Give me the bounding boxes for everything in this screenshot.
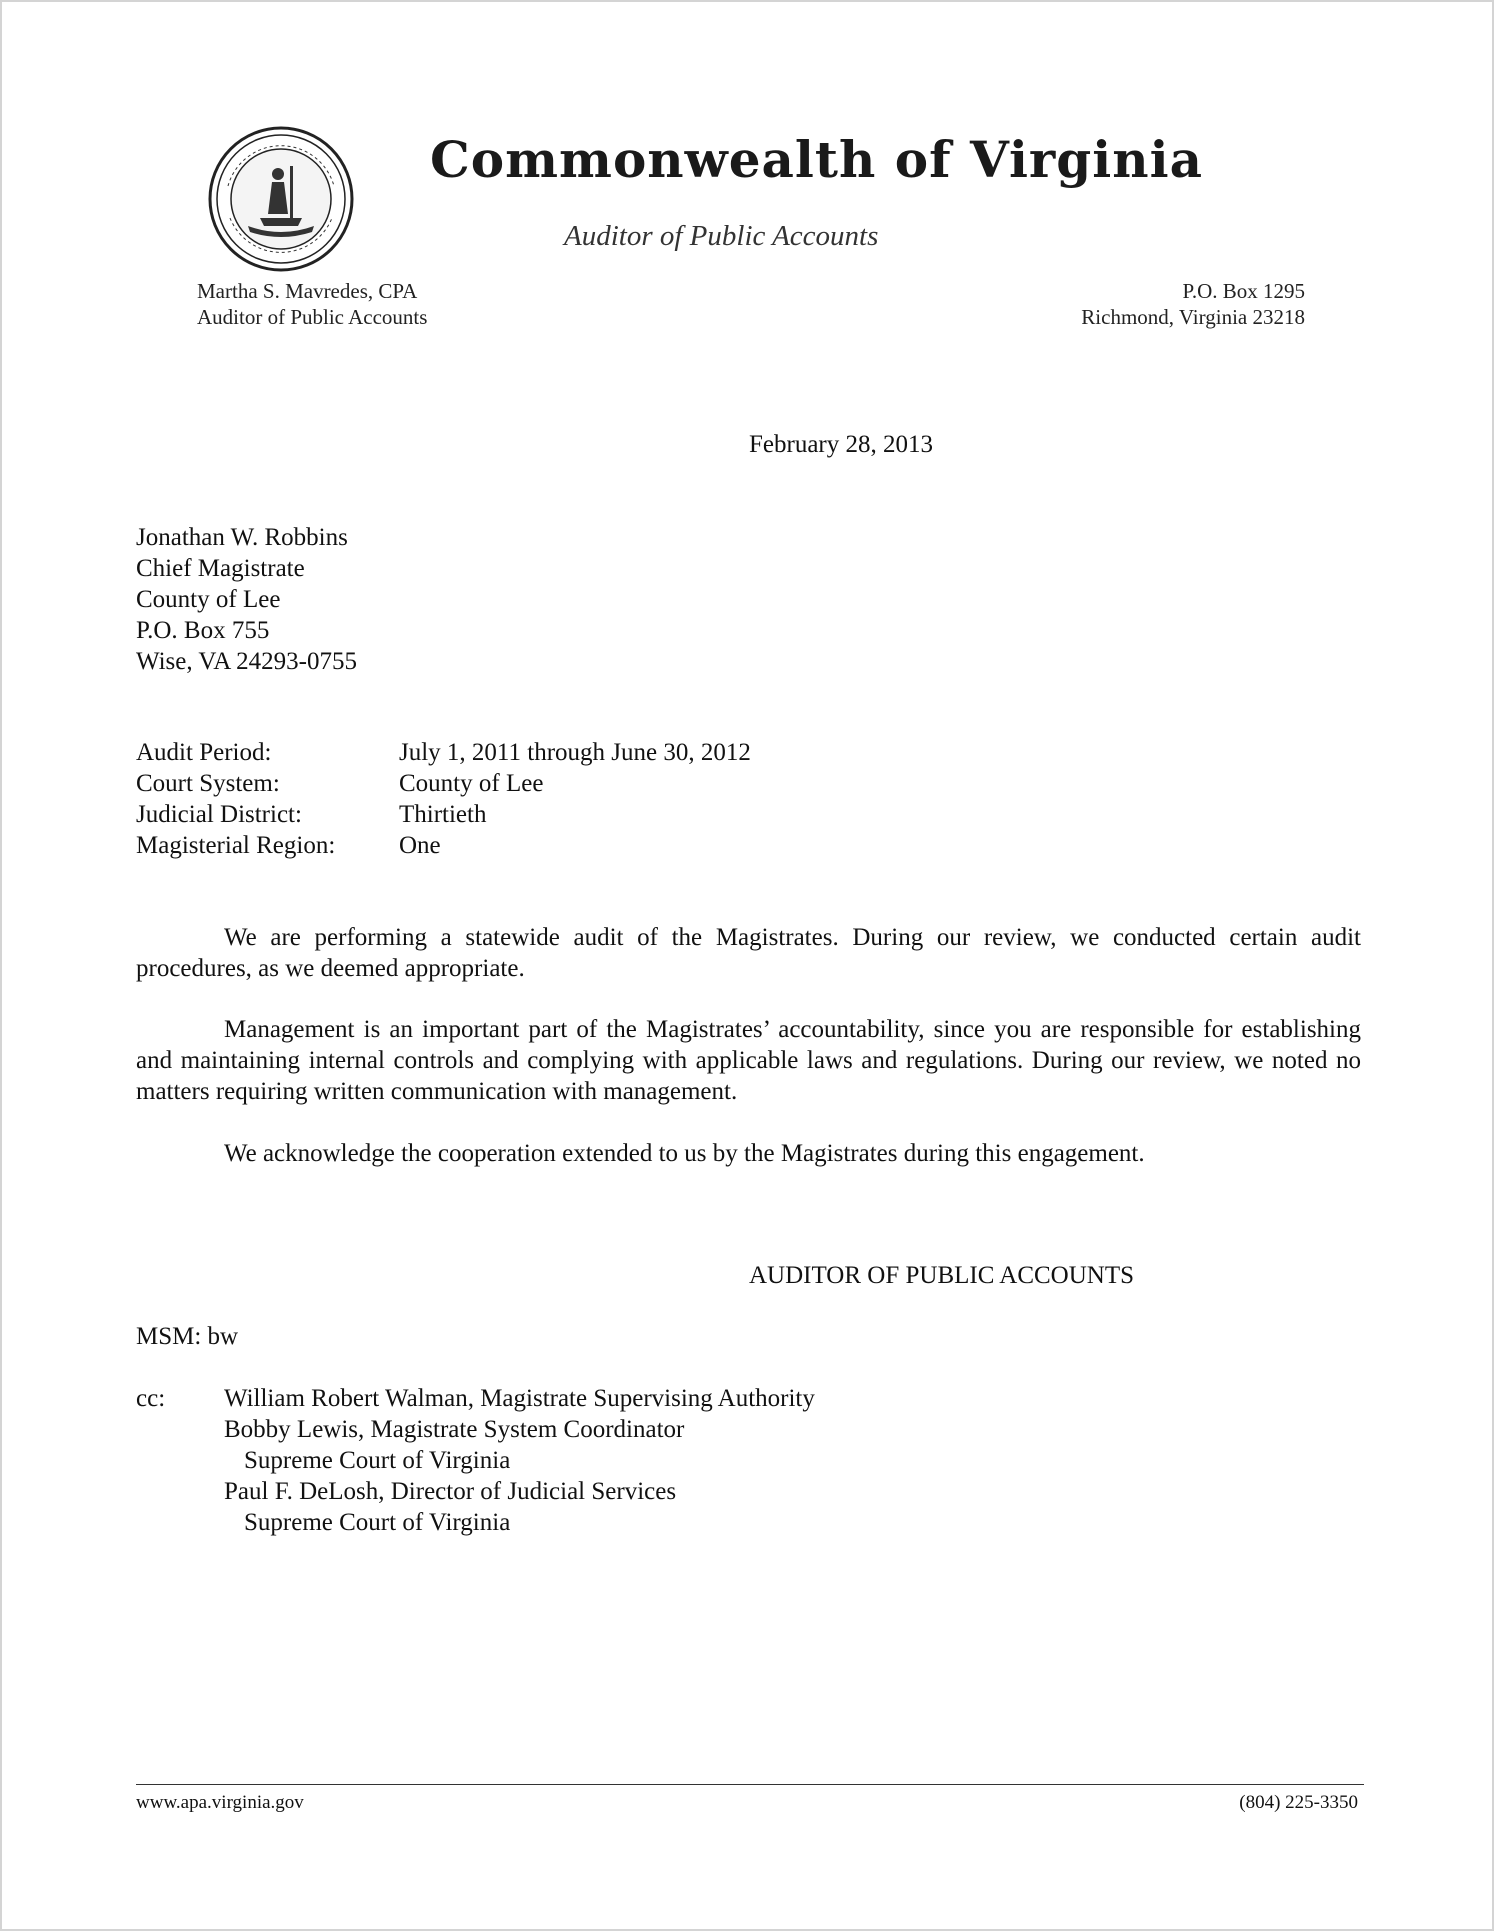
cc-recipient: Paul F. DeLosh, Director of Judicial Services [224,1478,677,1505]
audit-detail-value: July 1, 2011 through June 30, 2012 [399,739,751,766]
recipient-line: Jonathan W. Robbins [136,524,348,551]
footer-divider [136,1784,1364,1785]
letterhead-title: Commonwealth of Virginia [430,130,1203,189]
cc-row [136,1383,815,1536]
office-po-box: P.O. Box 1295 [1182,279,1305,303]
auditor-title: Auditor of Public Accounts [197,305,428,329]
recipient-line: County of Lee [136,586,281,613]
signature-block: AUDITOR OF PUBLIC ACCOUNTS [749,1262,1135,1289]
cc-recipient: Bobby Lewis, Magistrate System Coordinator [224,1416,685,1443]
audit-detail-row [136,737,751,768]
auditor-name: Martha S. Mavredes, CPA [197,279,418,303]
letterhead-subtitle: Auditor of Public Accounts [564,220,879,252]
audit-detail-label: Court System: [136,770,280,797]
cc-label: cc: [136,1385,166,1412]
cc-recipient-org: Supreme Court of Virginia [244,1509,511,1536]
body-paragraph-text: We acknowledge the cooperation extended to us by the Magistrates during this engagement. [224,1140,1145,1167]
cc-recipient-org: Supreme Court of Virginia [244,1447,511,1474]
office-city: Richmond, Virginia 23218 [1081,305,1305,329]
audit-detail-label: Magisterial Region: [136,832,336,859]
audit-detail-row [136,830,751,861]
recipient-address [136,522,357,677]
body-paragraph-text: We are performing a statewide audit of the Magistrates. During our review, we conducted certain audit procedures, as we deemed appropriate. [136,924,1361,982]
reference-initials: MSM: bw [136,1323,239,1350]
footer-phone: (804) 225-3350 [1239,1792,1358,1813]
audit-detail-value: Thirtieth [399,801,487,828]
audit-detail-label: Judicial District: [136,801,302,828]
cc-block [136,1383,815,1536]
audit-detail-row [136,768,751,799]
audit-detail-row [136,799,751,830]
audit-detail-label: Audit Period: [136,739,272,766]
body-paragraph [136,922,1361,984]
body-paragraph [136,1138,1361,1169]
audit-detail-value: County of Lee [399,770,544,797]
audit-detail-value: One [399,832,441,859]
body-paragraph [136,1014,1361,1107]
recipient-line: Chief Magistrate [136,555,305,582]
auditor-name-block [197,278,427,330]
office-address-block [1081,278,1305,330]
cc-recipient: William Robert Walman, Magistrate Supervising Authority [224,1385,815,1412]
recipient-line: Wise, VA 24293-0755 [136,648,357,675]
cc-list [224,1383,815,1536]
audit-details [136,737,751,861]
letter-date: February 28, 2013 [749,431,933,458]
footer-website: www.apa.virginia.gov [136,1792,304,1813]
body-paragraph-text: Management is an important part of the Magistrates’ accountability, since you are responsible for establishing and maintaining internal controls and complying with applicable laws and regulations. During our review, we noted no matters requiring written communication with management. [136,1016,1361,1105]
virginia-seal-icon [208,126,354,272]
recipient-line: P.O. Box 755 [136,617,270,644]
